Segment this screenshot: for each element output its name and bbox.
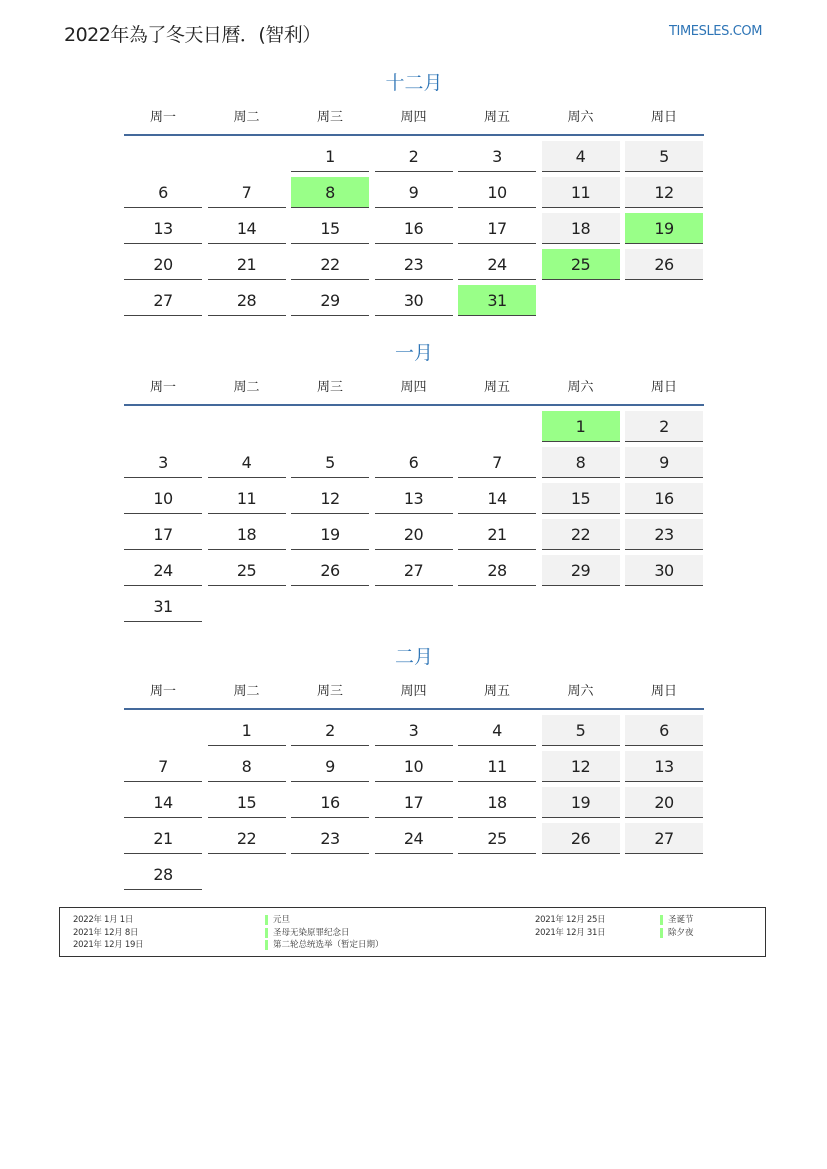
month-title: 一月 — [394, 342, 433, 364]
day-cell: 27 — [375, 555, 453, 586]
holiday-date: 2021年 12月 31日 — [535, 927, 606, 938]
day-cell: 14 — [458, 483, 536, 514]
day-cell: 18 — [542, 213, 620, 244]
weekday-label: 周六 — [567, 110, 594, 125]
day-cell: 10 — [458, 177, 536, 208]
holiday-name: 第二轮总统选举（暂定日期） — [265, 939, 384, 952]
day-cell: 10 — [375, 751, 453, 782]
day-cell: 25 — [458, 823, 536, 854]
day-cell: 4 — [458, 715, 536, 746]
month-title: 二月 — [394, 646, 433, 668]
holiday-dates-right — [535, 914, 605, 939]
day-cell: 13 — [625, 751, 703, 782]
day-cell: 15 — [291, 213, 369, 244]
calendar-grid — [124, 406, 704, 622]
day-cell: 4 — [208, 447, 286, 478]
day-cell: 9 — [625, 447, 703, 478]
weekday-label: 周二 — [233, 380, 260, 395]
day-cell: 15 — [208, 787, 286, 818]
holiday-day-cell: 31 — [458, 285, 536, 316]
day-cell: 2 — [291, 715, 369, 746]
weekday-label: 周三 — [316, 380, 343, 395]
day-cell: 7 — [458, 447, 536, 478]
day-cell: 1 — [208, 715, 286, 746]
day-cell: 22 — [542, 519, 620, 550]
day-cell: 29 — [542, 555, 620, 586]
weekday-label: 周六 — [567, 380, 594, 395]
day-cell: 27 — [124, 285, 202, 316]
day-cell: 13 — [375, 483, 453, 514]
day-cell: 17 — [375, 787, 453, 818]
day-cell: 24 — [458, 249, 536, 280]
day-cell: 11 — [542, 177, 620, 208]
day-cell: 16 — [625, 483, 703, 514]
day-cell: 5 — [542, 715, 620, 746]
day-cell: 5 — [625, 141, 703, 172]
day-cell: 9 — [375, 177, 453, 208]
day-cell: 16 — [375, 213, 453, 244]
day-cell: 17 — [458, 213, 536, 244]
holiday-date: 2021年 12月 25日 — [535, 915, 606, 925]
holiday-dates-left — [73, 914, 143, 952]
calendar-grid — [124, 710, 704, 890]
day-cell: 25 — [208, 555, 286, 586]
day-cell: 12 — [542, 751, 620, 782]
holiday-day-cell: 8 — [291, 177, 369, 208]
weekday-label: 周四 — [400, 110, 427, 125]
weekday-header — [124, 98, 704, 136]
day-cell: 13 — [124, 213, 202, 244]
holiday-day-cell: 1 — [542, 411, 620, 442]
day-cell: 3 — [375, 715, 453, 746]
day-cell: 7 — [208, 177, 286, 208]
day-cell: 28 — [124, 859, 202, 890]
weekday-header — [124, 672, 704, 710]
holiday-day-cell: 19 — [625, 213, 703, 244]
day-cell: 20 — [375, 519, 453, 550]
day-cell: 16 — [291, 787, 369, 818]
day-cell: 30 — [625, 555, 703, 586]
day-cell: 18 — [458, 787, 536, 818]
day-cell: 30 — [375, 285, 453, 316]
day-cell: 18 — [208, 519, 286, 550]
day-cell: 27 — [625, 823, 703, 854]
day-cell: 26 — [542, 823, 620, 854]
weekday-label: 周五 — [483, 380, 510, 395]
weekday-label: 周四 — [400, 380, 427, 395]
day-cell: 3 — [458, 141, 536, 172]
holiday-name: 除夕夜 — [660, 927, 694, 940]
day-cell: 1 — [291, 141, 369, 172]
day-cell: 20 — [625, 787, 703, 818]
site-link[interactable]: TIMESLES.COM — [669, 24, 763, 39]
weekday-label: 周五 — [483, 684, 510, 699]
day-cell: 14 — [208, 213, 286, 244]
day-cell: 23 — [625, 519, 703, 550]
day-cell: 11 — [458, 751, 536, 782]
day-cell: 28 — [458, 555, 536, 586]
weekday-label: 周一 — [149, 110, 176, 125]
day-cell: 14 — [124, 787, 202, 818]
holiday-date: 2021年 12月 19日 — [73, 940, 144, 950]
holiday-list — [59, 907, 766, 957]
day-cell: 24 — [124, 555, 202, 586]
day-cell: 23 — [291, 823, 369, 854]
month-february — [124, 642, 704, 890]
day-cell: 12 — [625, 177, 703, 208]
weekday-label: 周日 — [650, 380, 677, 395]
weekday-label: 周六 — [567, 684, 594, 699]
day-cell: 26 — [291, 555, 369, 586]
month-december — [124, 68, 704, 316]
weekday-label: 周五 — [483, 110, 510, 125]
weekday-label: 周三 — [316, 684, 343, 699]
day-cell: 10 — [124, 483, 202, 514]
day-cell: 7 — [124, 751, 202, 782]
day-cell: 4 — [542, 141, 620, 172]
day-cell: 12 — [291, 483, 369, 514]
day-cell: 11 — [208, 483, 286, 514]
day-cell: 24 — [375, 823, 453, 854]
day-cell: 19 — [291, 519, 369, 550]
weekday-label: 周一 — [149, 380, 176, 395]
holiday-date: 2021年 12月 8日 — [73, 927, 139, 938]
day-cell: 5 — [291, 447, 369, 478]
page-title: 2022年為了冬天日曆．(智利） — [64, 24, 321, 46]
day-cell: 2 — [375, 141, 453, 172]
weekday-label: 周二 — [233, 110, 260, 125]
day-cell: 2 — [625, 411, 703, 442]
day-cell: 6 — [375, 447, 453, 478]
day-cell: 21 — [208, 249, 286, 280]
holiday-names-left — [265, 914, 384, 952]
month-title: 十二月 — [385, 72, 443, 94]
day-cell: 20 — [124, 249, 202, 280]
weekday-label: 周二 — [233, 684, 260, 699]
day-cell: 3 — [124, 447, 202, 478]
weekday-label: 周四 — [400, 684, 427, 699]
day-cell: 9 — [291, 751, 369, 782]
calendar-grid — [124, 136, 704, 316]
weekday-label: 周三 — [316, 110, 343, 125]
day-cell: 17 — [124, 519, 202, 550]
day-cell: 31 — [124, 591, 202, 622]
holiday-date: 2022年 1月 1日 — [73, 915, 134, 925]
day-cell: 28 — [208, 285, 286, 316]
day-cell: 8 — [542, 447, 620, 478]
day-cell: 6 — [124, 177, 202, 208]
day-cell: 19 — [542, 787, 620, 818]
weekday-label: 周日 — [650, 110, 677, 125]
day-cell: 15 — [542, 483, 620, 514]
holiday-day-cell: 25 — [542, 249, 620, 280]
holiday-names-right — [660, 914, 694, 939]
day-cell: 6 — [625, 715, 703, 746]
holiday-name: 元旦 — [265, 914, 384, 927]
day-cell: 22 — [291, 249, 369, 280]
day-cell: 21 — [458, 519, 536, 550]
day-cell: 21 — [124, 823, 202, 854]
holiday-name: 圣诞节 — [660, 914, 694, 927]
weekday-label: 周一 — [149, 684, 176, 699]
holiday-name: 圣母无染原罪纪念日 — [265, 927, 384, 940]
day-cell: 8 — [208, 751, 286, 782]
day-cell: 29 — [291, 285, 369, 316]
weekday-header — [124, 368, 704, 406]
day-cell: 26 — [625, 249, 703, 280]
month-january — [124, 338, 704, 622]
day-cell: 22 — [208, 823, 286, 854]
day-cell: 23 — [375, 249, 453, 280]
weekday-label: 周日 — [650, 684, 677, 699]
